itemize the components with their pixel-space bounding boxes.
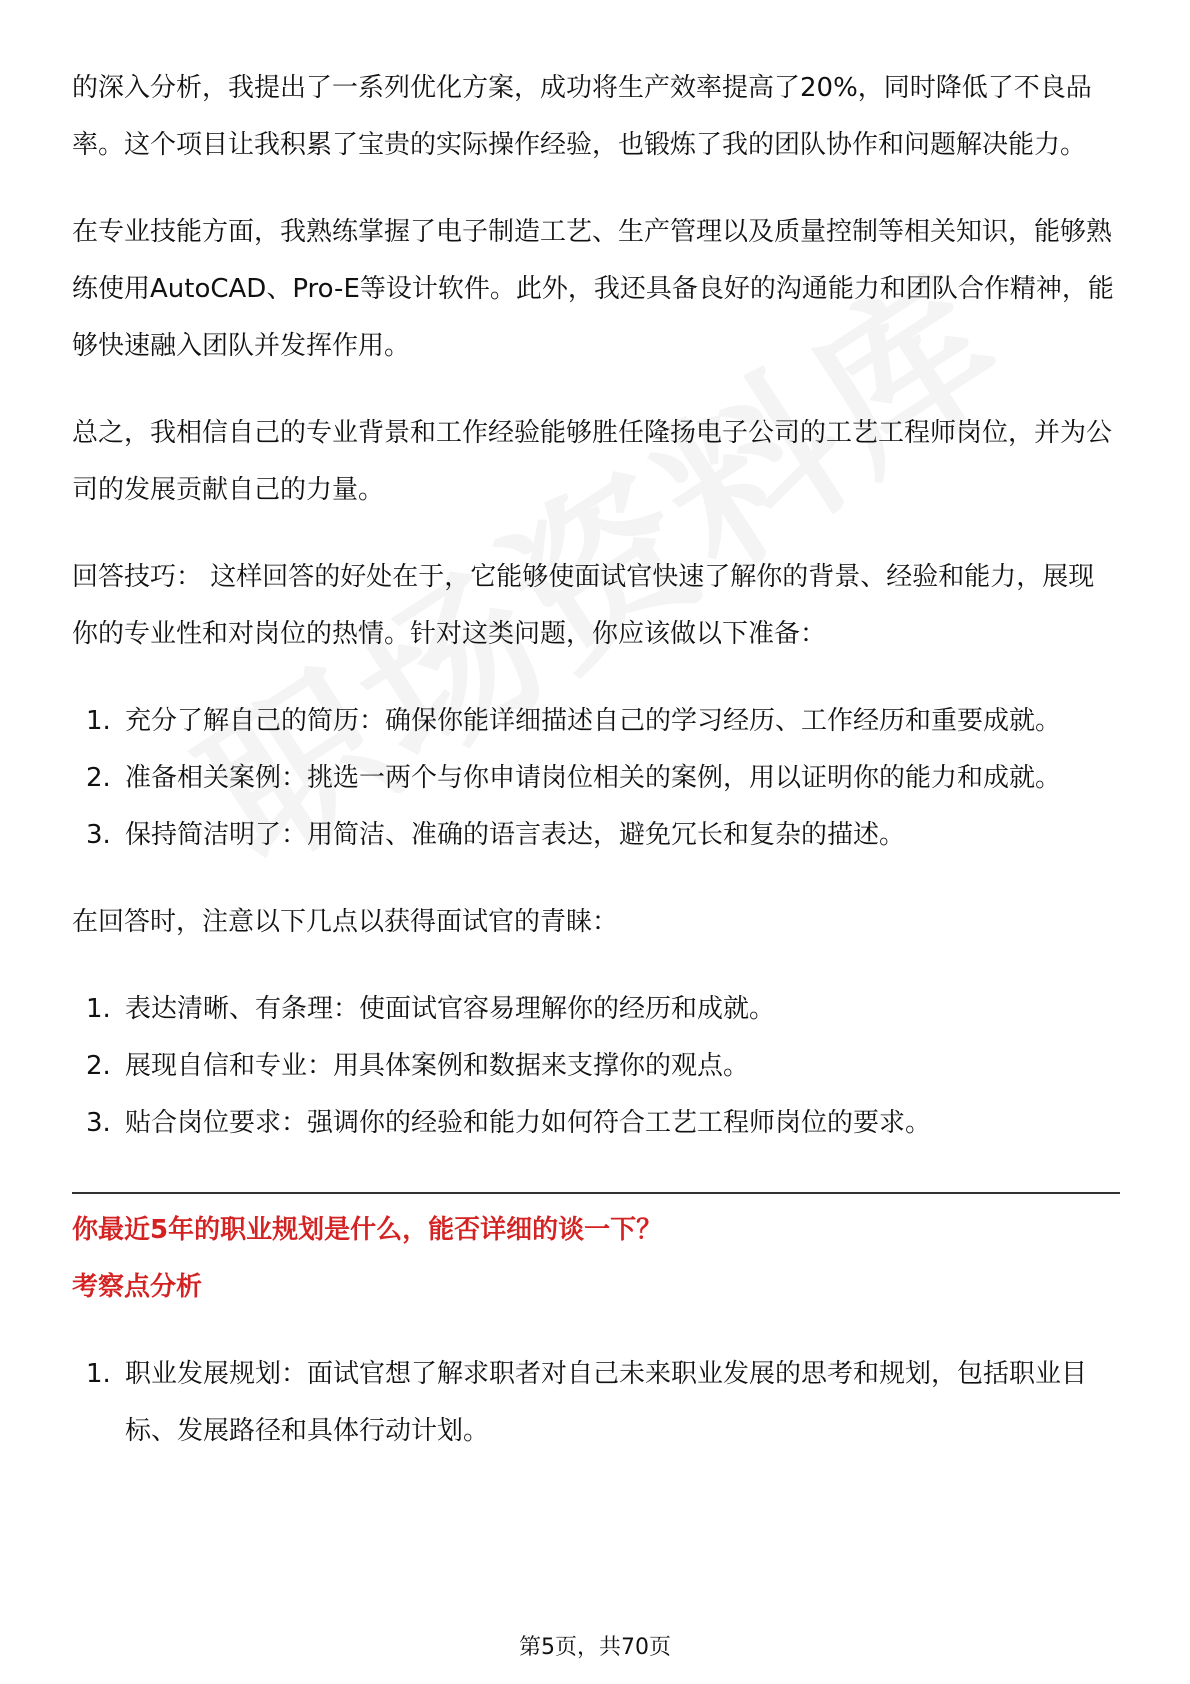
list-item-text: 表达清晰、有条理：使面试官容易理解你的经历和成就。 — [125, 994, 776, 1024]
list-item — [72, 1038, 1120, 1095]
analysis-list — [72, 1346, 1120, 1460]
paragraph-attention: 在回答时，注意以下几点以获得面试官的青睐： — [72, 907, 619, 937]
list-item — [72, 807, 1120, 864]
list-item — [72, 1095, 1120, 1152]
list-number: 1. — [86, 1359, 111, 1389]
paragraph-conclusion: 总之，我相信自己的专业背景和工作经验能够胜任隆扬电子公司的工艺工程师岗位，并为公司的发展贡献自己的力量。 — [72, 418, 1113, 505]
list-number: 2. — [86, 1051, 111, 1081]
list-item-text: 准备相关案例：挑选一两个与你申请岗位相关的案例，用以证明你的能力和成就。 — [125, 763, 1062, 793]
list-item — [72, 693, 1120, 750]
list-number: 3. — [86, 1108, 111, 1138]
list-number: 1. — [86, 706, 111, 736]
paragraph-analysis: 的深入分析，我提出了一系列优化方案，成功将生产效率提高了20%，同时降低了不良品率。这个项目让我积累了宝贵的实际操作经验，也锻炼了我的团队协作和问题解决能力。 — [72, 73, 1092, 160]
list-item-text: 展现自信和专业：用具体案例和数据来支撑你的观点。 — [125, 1051, 750, 1081]
section-heading: 考察点分析 — [72, 1272, 203, 1302]
list-item — [72, 750, 1120, 807]
list-item-text: 充分了解自己的简历：确保你能详细描述自己的学习经历、工作经历和重要成就。 — [125, 706, 1062, 736]
list-number: 2. — [86, 763, 111, 793]
interview-question: 你最近5年的职业规划是什么，能否详细的谈一下？ — [72, 1215, 663, 1245]
list-item-text: 职业发展规划：面试官想了解求职者对自己未来职业发展的思考和规划，包括职业目标、发展路径和具体行动计划。 — [125, 1359, 1088, 1446]
list-item — [72, 1346, 1120, 1460]
list-item — [72, 981, 1120, 1038]
page-footer: 第5页，共70页 — [519, 1635, 671, 1660]
list-number: 1. — [86, 994, 111, 1024]
list-item-text: 保持简洁明了：用简洁、准确的语言表达，避免冗长和复杂的描述。 — [125, 820, 906, 850]
attention-list — [72, 981, 1120, 1152]
paragraph-answer-tips: 回答技巧： 这样回答的好处在于，它能够使面试官快速了解你的背景、经验和能力，展现你的专业性和对岗位的热情。针对这类问题，你应该做以下准备： — [72, 562, 1095, 649]
document-body — [72, 60, 1120, 1460]
paragraph-skills: 在专业技能方面，我熟练掌握了电子制造工艺、生产管理以及质量控制等相关知识，能够熟练使用AutoCAD、Pro-E等设计软件。此外，我还具备良好的沟通能力和团队合作精神，能够快速融入团队并发挥作用。 — [72, 217, 1114, 361]
list-number: 3. — [86, 820, 111, 850]
list-item-text: 贴合岗位要求：强调你的经验和能力如何符合工艺工程师岗位的要求。 — [125, 1108, 932, 1138]
preparation-list — [72, 693, 1120, 864]
